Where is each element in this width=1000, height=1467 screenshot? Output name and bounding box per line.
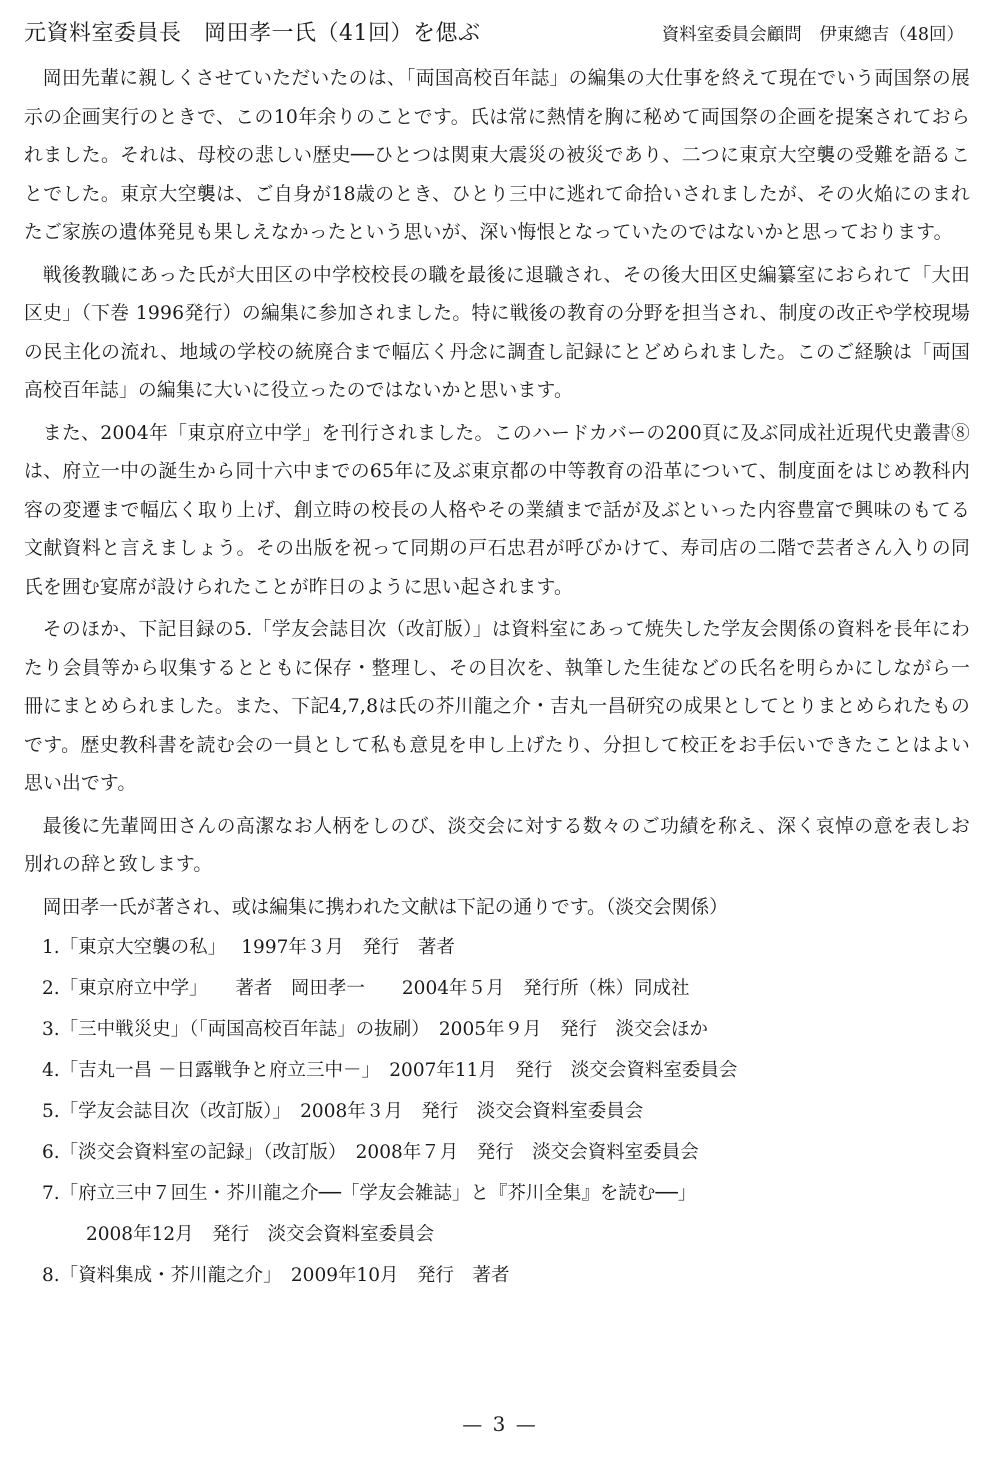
body-paragraph: また、2004年「東京府立中学」を刊行されました。このハードカバーの200頁に及ぶ同成社近現代史叢書⑧は、府立一中の誕生から同十六中までの65年に及ぶ東京都の中等教育の沿革について、制度面をはじめ教科内容の変遷まで幅広く取り上げ、創立時の校長の人格やその業績まで話が及ぶといった内容豊富で興味のもてる文献資料と言えましょう。その出版を祝って同期の戸石忠君が呼びかけて、寿司店の二階で芸者さん入りの同氏を囲む宴席が設けられたことが昨日のように思い起されます。 [24,422,970,598]
page-number: — 3 — [462,1412,538,1436]
body-paragraph: そのほか、下記目録の5.「学友会誌目次（改訂版）」は資料室にあって焼失した学友会関係の資料を長年にわたり会員等から収集するとともに保存・整理し、その目次を、執筆した生徒などの氏名を明らかにしながら一冊にまとめられました。また、下記4,7,8は氏の芥川龍之介・吉丸一昌研究の成果としてとりまとめられたものです。歴史教科書を読む会の一員として私も意見を申し上げたり、分担して校正をお手伝いできたことはよい思い出です。 [24,619,970,794]
reference-item: 1.「東京大空襲の私」 1997年３月 発行 著者 [42,936,455,958]
references-intro: 岡田孝一氏が著され、或は編集に携われた文献は下記の通りです。（淡交会関係） [42,896,728,918]
reference-item-continuation: 2008年12月 発行 淡交会資料室委員会 [86,1223,435,1245]
reference-item: 7.「府立三中７回生・芥川龍之介──「学友会雑誌」と『芥川全集』を読む──」 [42,1182,697,1204]
body-paragraph: 戦後教職にあった氏が大田区の中学校校長の職を最後に退職され、その後大田区史編纂室におられて「大田区史」（下巻 1996発行）の編集に参加されました。特に戦後の教育の分野を担当され、制度の改正や学校現場の民主化の流れ、地域の学校の統廃合まで幅広く丹念に調査し記録にとどめられました。このご経験は「両国高校百年誌」の編集に大いに役立ったのではないかと思います。 [24,264,970,401]
body-paragraph: 最後に先輩岡田さんの高潔なお人柄をしのび、淡交会に対する数々のご功績を称え、深く哀悼の意を表しお別れの辞と致します。 [24,815,970,875]
reference-item: 5.「学友会誌目次（改訂版）」 2008年３月 発行 淡交会資料室委員会 [42,1100,644,1122]
body-paragraph: 岡田先輩に親しくさせていただいたのは、「両国高校百年誌」の編集の大仕事を終えて現在でいう両国祭の展示の企画実行のときで、この10年余りのことです。氏は常に熱情を胸に秘めて両国祭の企画を提案されておられました。それは、母校の悲しい歴史──ひとつは関東大震災の被災であり、二つに東京大空襲の受難を語ることでした。東京大空襲は、ご自身が18歳のとき、ひとり三中に逃れて命拾いされましたが、その火焔にのまれたご家族の遺体発見も果しえなかったという思いが、深い悔恨となっていたのではないかと思っております。 [24,68,970,243]
reference-item: 8.「資料集成・芥川龍之介」 2009年10月 発行 著者 [42,1264,510,1286]
reference-item: 4.「吉丸一昌 －日露戦争と府立三中－」 2007年11月 発行 淡交会資料室委員会 [42,1059,738,1081]
article-author: 資料室委員会顧問 伊東總吉（48回） [661,25,964,45]
article-header [24,16,970,56]
references-list [24,927,970,1296]
article-title: 元資料室委員長 岡田孝一氏（41回）を偲ぶ [24,21,481,46]
reference-item: 6.「淡交会資料室の記録」（改訂版） 2008年７月 発行 淡交会資料室委員会 [42,1141,699,1163]
reference-item: 2.「東京府立中学」 著者 岡田孝一 2004年５月 発行所（株）同成社 [42,977,690,999]
reference-item: 3.「三中戦災史」（「両国高校百年誌」の抜刷） 2005年９月 発行 淡交会ほか [42,1018,708,1040]
